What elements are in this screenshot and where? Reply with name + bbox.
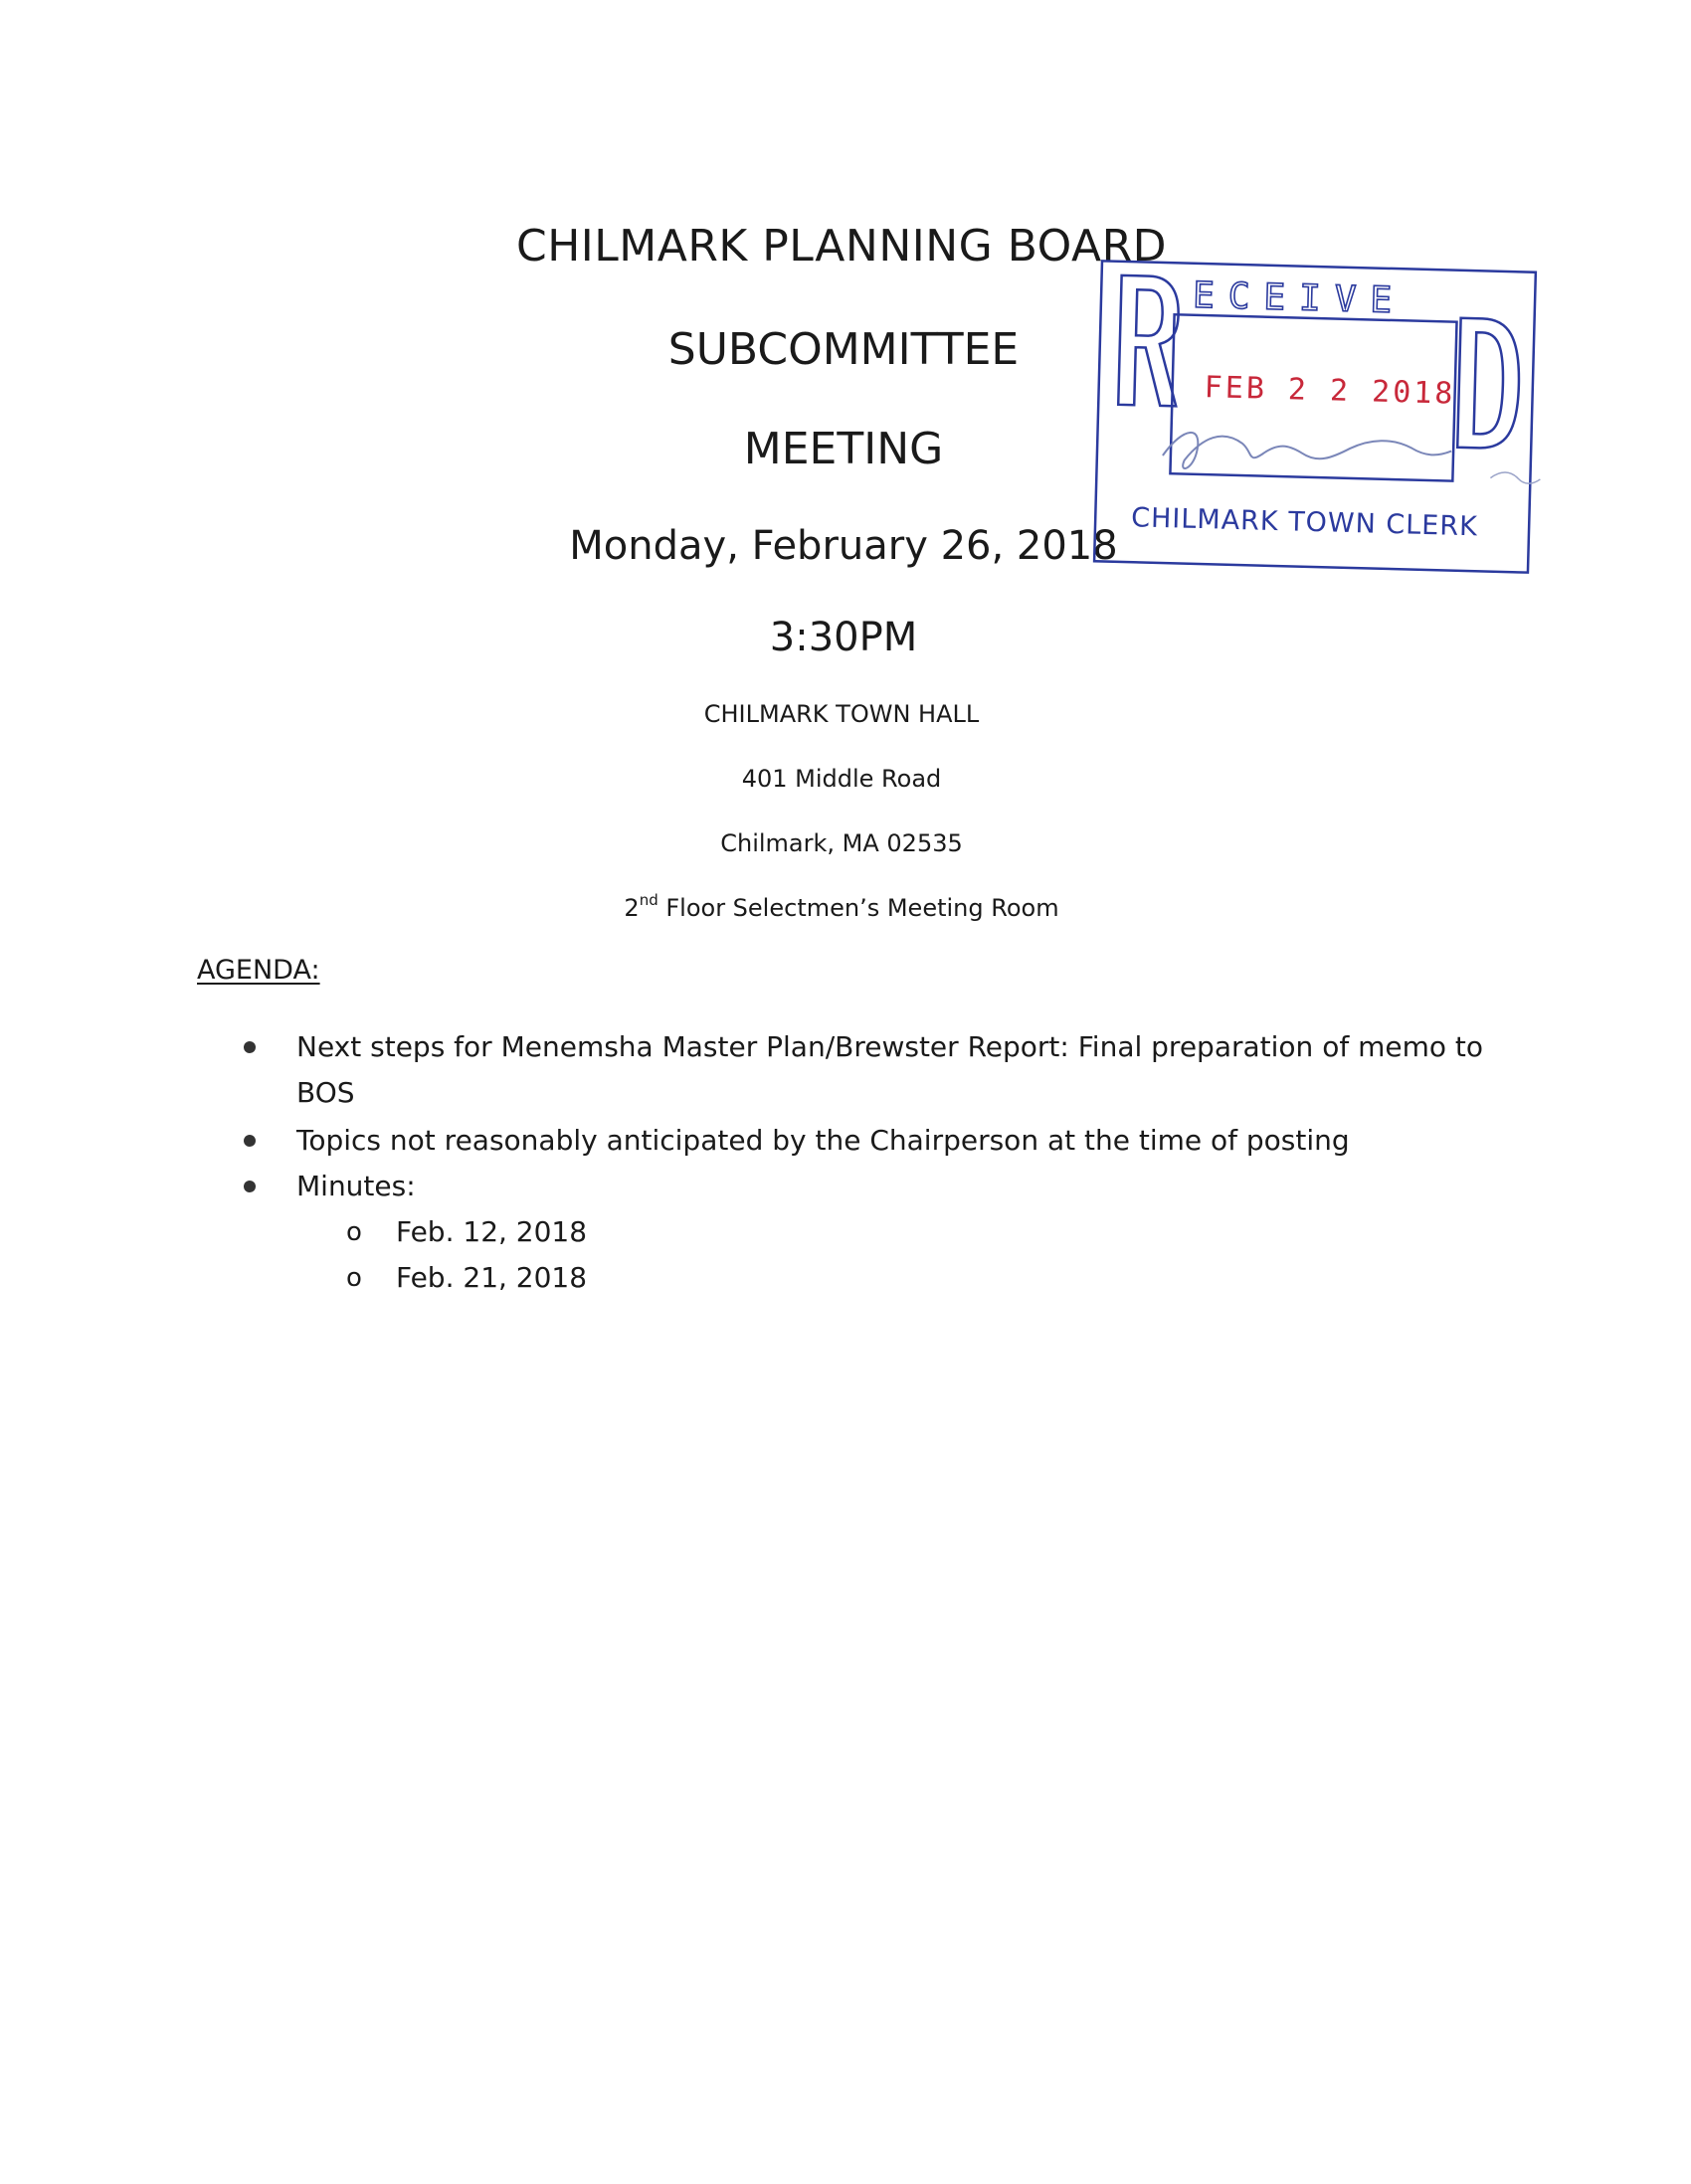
room-name: Floor Selectmen’s Meeting Room xyxy=(658,894,1059,922)
sub-bullet-icon: o xyxy=(346,1217,362,1247)
document-title: CHILMARK PLANNING BOARD xyxy=(515,221,1168,272)
bullet-icon xyxy=(244,1041,256,1053)
agenda-item-text: Minutes: xyxy=(296,1170,416,1202)
document-meeting-label: MEETING xyxy=(743,424,944,474)
stamp-d-letter xyxy=(1457,318,1520,450)
agenda-item-text: Next steps for Menemsha Master Plan/Brewster Report: Final preparation of memo to BOS xyxy=(296,1030,1483,1109)
venue-room xyxy=(0,893,1687,922)
floor-number: 2 xyxy=(624,894,640,922)
stamp-received-letters: ECEIVE xyxy=(1192,274,1407,322)
agenda-list xyxy=(0,1024,1691,1301)
bullet-icon xyxy=(244,1181,256,1192)
received-stamp xyxy=(1090,255,1540,577)
agenda-item xyxy=(0,1024,1691,1116)
venue-street: 401 Middle Road xyxy=(741,765,942,793)
stamp-office: CHILMARK TOWN CLERK xyxy=(1130,502,1479,543)
agenda-item-text: Topics not reasonably anticipated by the Chairperson at the time of posting xyxy=(296,1124,1350,1157)
document-subtitle: SUBCOMMITTEE xyxy=(667,324,1020,375)
minutes-item-text: Feb. 21, 2018 xyxy=(396,1261,588,1294)
received-stamp-graphic xyxy=(1090,255,1540,577)
stamp-signature xyxy=(1163,432,1452,475)
stamp-date: FEB 2 2 2018 xyxy=(1204,370,1456,412)
agenda-item xyxy=(0,1164,1691,1209)
stamp-r-letter xyxy=(1118,275,1179,406)
minutes-item xyxy=(0,1209,1691,1255)
bullet-icon xyxy=(244,1135,256,1147)
meeting-time: 3:30PM xyxy=(769,615,918,660)
sub-bullet-icon: o xyxy=(346,1263,362,1293)
venue-name: CHILMARK TOWN HALL xyxy=(703,700,980,728)
minutes-item xyxy=(0,1255,1691,1301)
meeting-date: Monday, February 26, 2018 xyxy=(569,523,1118,569)
venue-city: Chilmark, MA 02535 xyxy=(720,829,963,857)
floor-suffix: nd xyxy=(639,891,658,909)
stamp-initials xyxy=(1490,472,1540,484)
agenda-item xyxy=(0,1118,1691,1164)
minutes-item-text: Feb. 12, 2018 xyxy=(396,1215,588,1248)
agenda-heading: AGENDA: xyxy=(197,955,320,986)
